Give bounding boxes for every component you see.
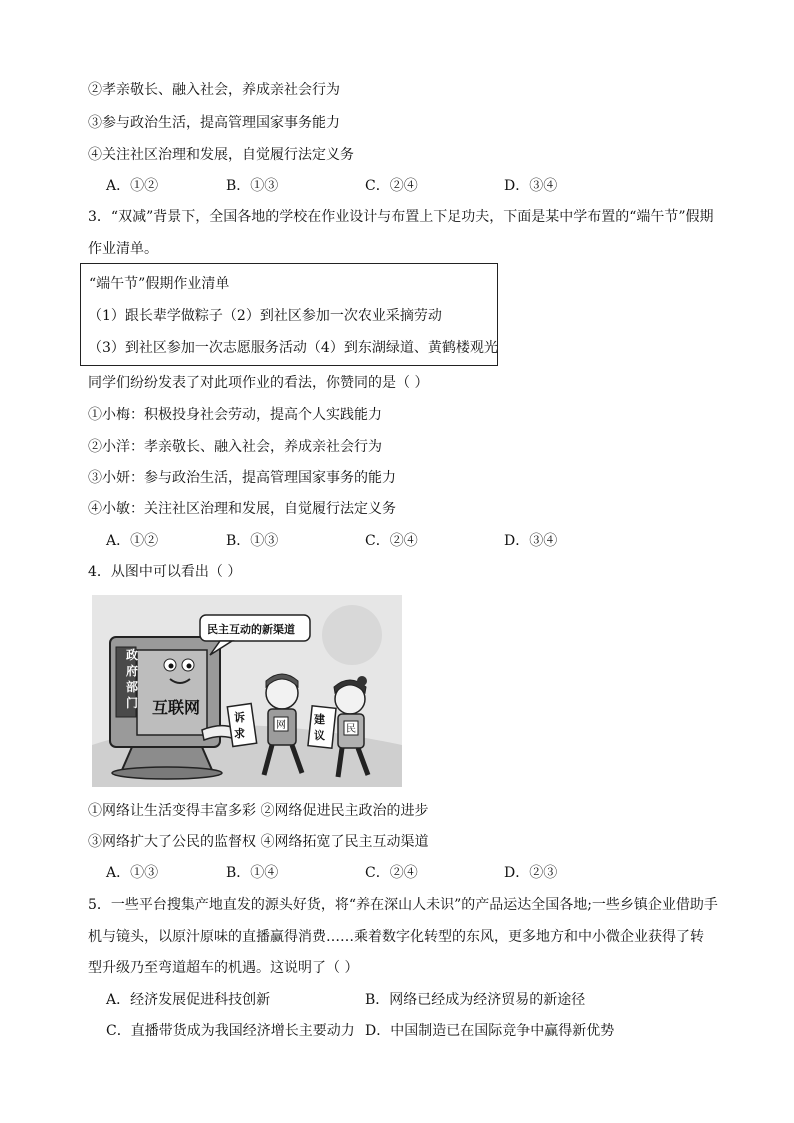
q4-items-line1: ①网络让生活变得丰富多彩 ②网络促进民主政治的进步 — [88, 803, 429, 819]
q3-box-title: “端午节”假期作业清单 — [89, 276, 230, 292]
q5-stem-line3: 型升级乃至弯道超车的机遇。这说明了（ ） — [88, 960, 359, 976]
paper-appeal — [227, 704, 256, 747]
q2-option-d[interactable]: D．③④ — [504, 178, 558, 194]
q3-item-2: ②小洋：孝亲敬长、融入社会，养成亲社会行为 — [88, 439, 382, 455]
svg-text:求: 求 — [234, 727, 245, 740]
q3-box-line2: （3）到社区参加一次志愿服务活动（4）到东湖绿道、黄鹤楼观光 — [88, 340, 498, 356]
paper-suggestion — [308, 706, 336, 748]
q2-item-3: ③参与政治生活，提高管理国家事务能力 — [88, 115, 340, 131]
q5-option-a[interactable]: A．经济发展促进科技创新 — [106, 992, 271, 1008]
q4-options — [0, 863, 794, 883]
q3-item-4: ④小敏：关注社区治理和发展，自觉履行法定义务 — [88, 501, 396, 517]
svg-text:诉: 诉 — [234, 711, 245, 724]
q3-option-a[interactable]: A．①② — [106, 533, 159, 549]
q4-option-c[interactable]: C．②④ — [365, 865, 418, 881]
q3-option-c[interactable]: C．②④ — [365, 533, 418, 549]
q4-items-line2: ③网络扩大了公民的监督权 ④网络拓宽了民主互动渠道 — [88, 834, 429, 850]
q4-option-d[interactable]: D．②③ — [504, 865, 558, 881]
q3-item-3: ③小妍：参与政治生活，提高管理国家事务的能力 — [88, 470, 396, 486]
q3-option-b[interactable]: B．①③ — [226, 533, 279, 549]
q4-option-a[interactable]: A．①③ — [106, 865, 159, 881]
svg-text:建: 建 — [314, 713, 325, 726]
svg-text:议: 议 — [314, 729, 325, 742]
side-label-char-4: 门 — [126, 696, 139, 710]
q3-item-1: ①小梅：积极投身社会劳动，提高个人实践能力 — [88, 407, 382, 423]
q5-option-c[interactable]: C．直播带货成为我国经济增长主要动力 — [106, 1023, 355, 1039]
speech-bubble — [200, 615, 310, 655]
q3-option-d[interactable]: D．③④ — [504, 533, 558, 549]
q2-option-c[interactable]: C．②④ — [365, 178, 418, 194]
bubble-text: 民主互动的新渠道 — [207, 623, 295, 636]
q5-stem-line2: 机与镜头，以原汁原味的直播赢得消费……乘着数字化转型的东风，更多地方和中小微企业获得了转 — [88, 929, 704, 945]
q3-question: 同学们纷纷发表了对此项作业的看法，你赞同的是（ ） — [88, 375, 429, 391]
q4-cartoon-figure — [92, 595, 402, 787]
q2-item-2: ②孝亲敬长、融入社会，养成亲社会行为 — [88, 82, 340, 98]
q2-option-b[interactable]: B．①③ — [226, 178, 279, 194]
side-label-char-2: 府 — [126, 664, 139, 678]
q2-options — [0, 176, 794, 196]
q3-box-line1: （1）跟长辈学做粽子（2）到社区参加一次农业采摘劳动 — [88, 308, 442, 324]
q2-item-4: ④关注社区治理和发展，自觉履行法定义务 — [88, 147, 354, 163]
q5-option-d[interactable]: D．中国制造已在国际竞争中赢得新优势 — [365, 1023, 615, 1039]
screen-label: 互联网 — [152, 698, 201, 717]
q5-option-b[interactable]: B．网络已经成为经济贸易的新途径 — [365, 992, 586, 1008]
q2-option-a[interactable]: A．①② — [106, 178, 159, 194]
q3-stem-line1: 3．“双减”背景下，全国各地的学校在作业设计与布置上下足功夫，下面是某中学布置的“端午节”假期 — [88, 209, 714, 225]
q3-stem-line2: 作业清单。 — [88, 241, 158, 257]
q3-options — [0, 531, 794, 551]
q4-stem: 4．从图中可以看出（ ） — [88, 564, 242, 580]
side-label-char-3: 部 — [126, 680, 139, 694]
svg-text:网: 网 — [276, 720, 286, 731]
q3-homework-box — [80, 263, 498, 366]
q4-option-b[interactable]: B．①④ — [226, 865, 279, 881]
q5-stem-line1: 5．一些平台搜集产地直发的源头好货，将“养在深山人未识”的产品运达全国各地;一些乡镇企业借助手 — [88, 897, 718, 913]
side-label-char-1: 政 — [126, 648, 139, 662]
svg-text:民: 民 — [346, 724, 356, 735]
